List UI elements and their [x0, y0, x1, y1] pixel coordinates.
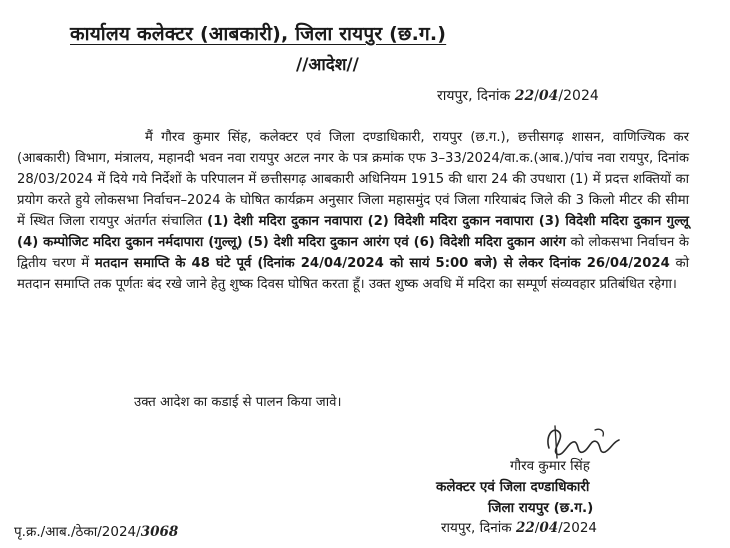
body-part-1: मैं गौरव कुमार सिंह, कलेक्टर एवं जिला दण्डाधिकारी, रायपुर (छ.ग.), छत्तीसगढ़ शासन, वाणिज्यिक कर (आबकारी) विभाग, मंत्रालय, महानदी भवन नवा रायपुर अटल नगर के पत्र क्रमांक एफ 3–33/2024/वा.क.(आब.)/पांच नवा रायपुर, दिनांक 28/03/2024 में दिये गये निर्देशों के परिपालन में छत्तीसगढ़ आबकारी अधिनियम 1915 की धारा 24 की उपधारा (1) में प्रदत्त शक्तियों का प्रयोग करते हुये लोकसभा निर्वाचन–2024 के घोषित कार्यक्रम अनुसार जिला महासमुंद एवं जिला गरियाबंद जिले की 3 किलो मीटर की सीमा में स्थित जिला रायपुर अंतर्गत संचालित: [17, 130, 689, 229]
reference-handwritten-number: 3068: [140, 524, 179, 540]
order-body: [17, 127, 689, 295]
date-month-handwritten: 04: [538, 88, 559, 104]
order-date-bottom: रायपुर, दिनांक 22/04/2024: [441, 520, 598, 536]
date-day-handwritten: 22: [514, 88, 535, 104]
body-part-3: को मतदान समाप्ति तक पूर्णतः बंद रखे जाने हेतु शुष्क दिवस घोषित करता हूँ। उक्त शुष्क अवधि में मदिरा का सम्पूर्ण संव्यवहार प्रतिबंधित रहेगा।: [17, 256, 689, 292]
order-paragraph: [17, 127, 689, 295]
order-date-top: रायपुर, दिनांक 22/04/2024: [437, 88, 599, 104]
date-prefix: रायपुर, दिनांक: [441, 520, 512, 536]
signatory-name: गौरव कुमार सिंह: [510, 458, 590, 474]
office-title: कार्यालय कलेक्टर (आबकारी), जिला रायपुर (छ.ग.): [70, 23, 447, 45]
body-dry-period: मतदान समाप्ति के 48 घंटे पूर्व (दिनांक 24/04/2024 को सायं 5:00 बजे) से लेकर दिनांक 26/04/2024: [94, 256, 670, 271]
signature-block: [436, 456, 593, 519]
date-year: /2024: [558, 520, 598, 536]
reference-number: [14, 522, 178, 540]
body-shop-list: (1) देशी मदिरा दुकान नवापारा (2) विदेशी मदिरा दुकान नवापारा (3) विदेशी मदिरा दुकान गुल्लू (4) कम्पोजिट मदिरा दुकान नर्मदापारा (गुल्लू) (5) देशी मदिरा दुकान आरंग एवं (6) विदेशी मदिरा दुकान आरंग: [17, 214, 689, 250]
date-day-handwritten: 22: [515, 520, 535, 536]
order-heading: //आदेश//: [296, 55, 359, 75]
date-year: /2024: [558, 88, 599, 104]
body-part-2: को लोकसभा निर्वाचन के द्वितीय चरण में: [17, 235, 689, 271]
date-prefix: रायपुर, दिनांक: [437, 88, 511, 104]
date-month-handwritten: 04: [539, 520, 559, 536]
closing-line: उक्त आदेश का कडाई से पालन किया जावे।: [134, 395, 342, 410]
signatory-designation: कलेक्टर एवं जिला दण्डाधिकारी: [436, 479, 590, 495]
reference-prefix: पृ.क्र./आब./ठेका/2024/: [14, 524, 141, 540]
signatory-district: जिला रायपुर (छ.ग.): [488, 500, 594, 516]
